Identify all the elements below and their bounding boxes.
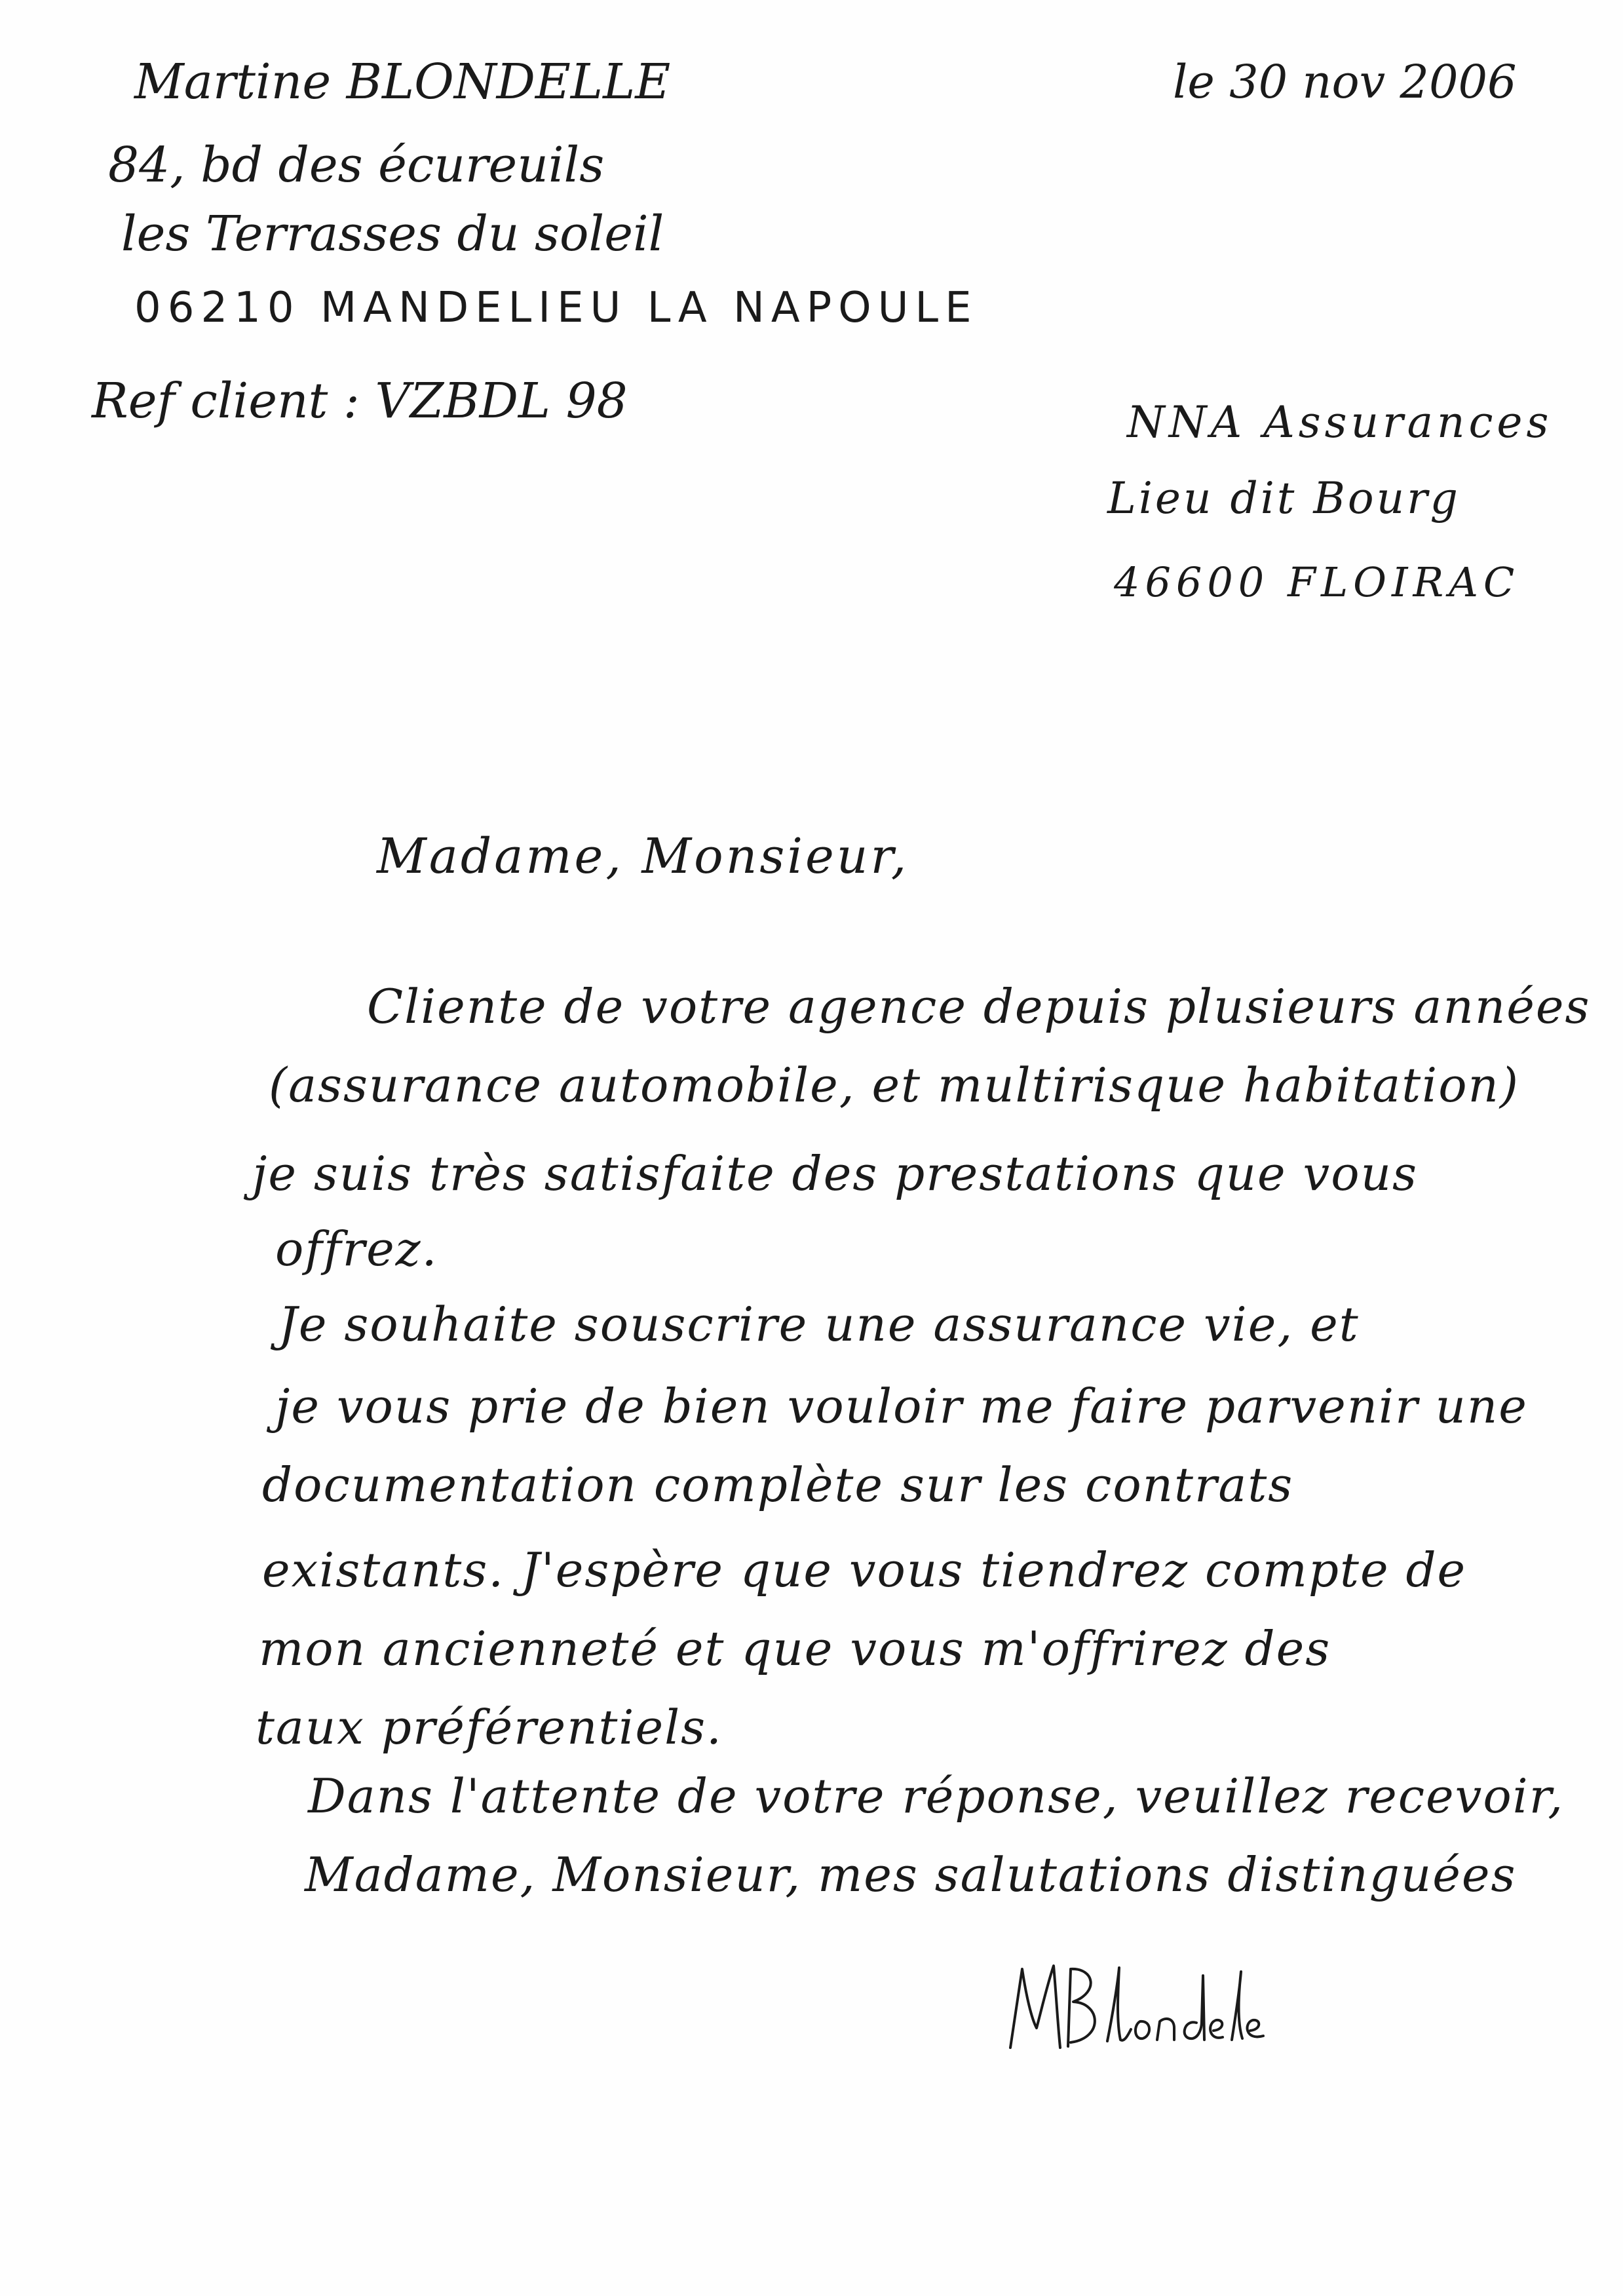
client-reference: Ref client : VZBDL 98 — [92, 373, 628, 429]
sender-street: 84, bd des écureuils — [108, 137, 605, 193]
body-line: je suis très satisfaite des prestations que vous — [252, 1146, 1418, 1201]
recipient-city: 46600 FLOIRAC — [1114, 558, 1520, 606]
recipient-name: NNA Assurances — [1127, 397, 1553, 448]
letter-date: le 30 nov 2006 — [1173, 55, 1517, 109]
sender-residence: les Terrasses du soleil — [121, 206, 664, 262]
body-line: Madame, Monsieur, mes salutations distinguées — [305, 1847, 1517, 1902]
recipient-street: Lieu dit Bourg — [1107, 473, 1461, 524]
body-line: Je souhaite souscrire une assurance vie, et — [278, 1297, 1360, 1352]
salutation: Madame, Monsieur, — [377, 828, 909, 885]
body-line: Dans l'attente de votre réponse, veuillez recevoir, — [308, 1769, 1565, 1824]
body-line: mon ancienneté et que vous m'offrirez des — [259, 1621, 1331, 1676]
body-line: (assurance automobile, et multirisque habitation) — [269, 1058, 1520, 1113]
sender-city: 06210 MANDELIEU LA NAPOULE — [134, 284, 978, 332]
body-line: existants. J'espère que vous tiendrez compte de — [262, 1542, 1467, 1598]
body-line: documentation complète sur les contrats — [262, 1457, 1294, 1512]
body-line: taux préférentiels. — [256, 1700, 723, 1755]
body-line: offrez. — [275, 1221, 438, 1276]
sender-name: Martine BLONDELLE — [134, 54, 671, 110]
handwritten-signature — [1002, 1956, 1278, 2054]
body-line: je vous prie de bien vouloir me faire parvenir une — [275, 1379, 1528, 1434]
body-line: Cliente de votre agence depuis plusieurs années — [367, 979, 1591, 1034]
